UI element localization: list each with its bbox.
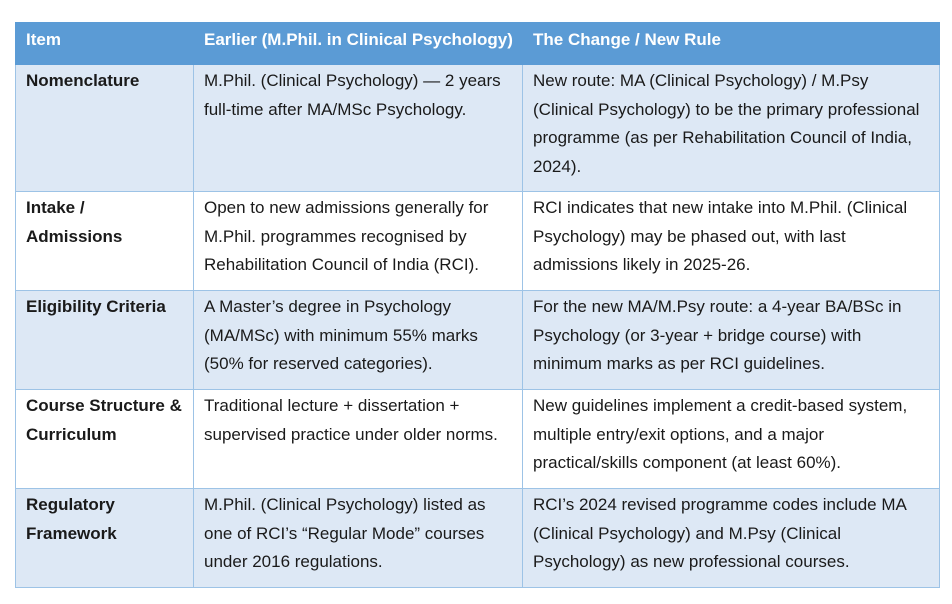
row-item-label: Intake / Admissions [16, 192, 194, 291]
row-earlier-cell: Traditional lecture + dissertation + supervised practice under older norms. [194, 390, 523, 489]
row-item-label: Course Structure & Curriculum [16, 390, 194, 489]
row-earlier-cell: A Master’s degree in Psychology (MA/MSc) with minimum 55% marks (50% for reserved categories). [194, 291, 523, 390]
row-change-cell: For the new MA/M.Psy route: a 4-year BA/BSc in Psychology (or 3-year + bridge course) with minimum marks as per RCI guidelines. [523, 291, 940, 390]
header-earlier: Earlier (M.Phil. in Clinical Psychology) [194, 23, 523, 65]
table-row-eligibility-criteria [16, 291, 940, 390]
table-row-nomenclature [16, 65, 940, 192]
table-header-row [16, 23, 940, 65]
table-row-course-structure [16, 390, 940, 489]
comparison-table-container [15, 22, 939, 588]
table-row-regulatory-framework [16, 489, 940, 588]
table-row-intake-admissions [16, 192, 940, 291]
row-earlier-cell: Open to new admissions generally for M.Phil. programmes recognised by Rehabilitation Council of India (RCI). [194, 192, 523, 291]
header-item: Item [16, 23, 194, 65]
row-change-cell: New guidelines implement a credit-based system, multiple entry/exit options, and a major practical/skills component (at least 60%). [523, 390, 940, 489]
header-change: The Change / New Rule [523, 23, 940, 65]
row-change-cell: RCI’s 2024 revised programme codes include MA (Clinical Psychology) and M.Psy (Clinical Psychology) as new professional courses. [523, 489, 940, 588]
comparison-table [15, 22, 940, 588]
row-item-label: Eligibility Criteria [16, 291, 194, 390]
row-change-cell: New route: MA (Clinical Psychology) / M.Psy (Clinical Psychology) to be the primary professional programme (as per Rehabilitation Council of India, 2024). [523, 65, 940, 192]
row-change-cell: RCI indicates that new intake into M.Phil. (Clinical Psychology) may be phased out, with last admissions likely in 2025-26. [523, 192, 940, 291]
row-item-label: Regulatory Framework [16, 489, 194, 588]
row-item-label: Nomenclature [16, 65, 194, 192]
row-earlier-cell: M.Phil. (Clinical Psychology) listed as one of RCI’s “Regular Mode” courses under 2016 regulations. [194, 489, 523, 588]
row-earlier-cell: M.Phil. (Clinical Psychology) — 2 years full-time after MA/MSc Psychology. [194, 65, 523, 192]
